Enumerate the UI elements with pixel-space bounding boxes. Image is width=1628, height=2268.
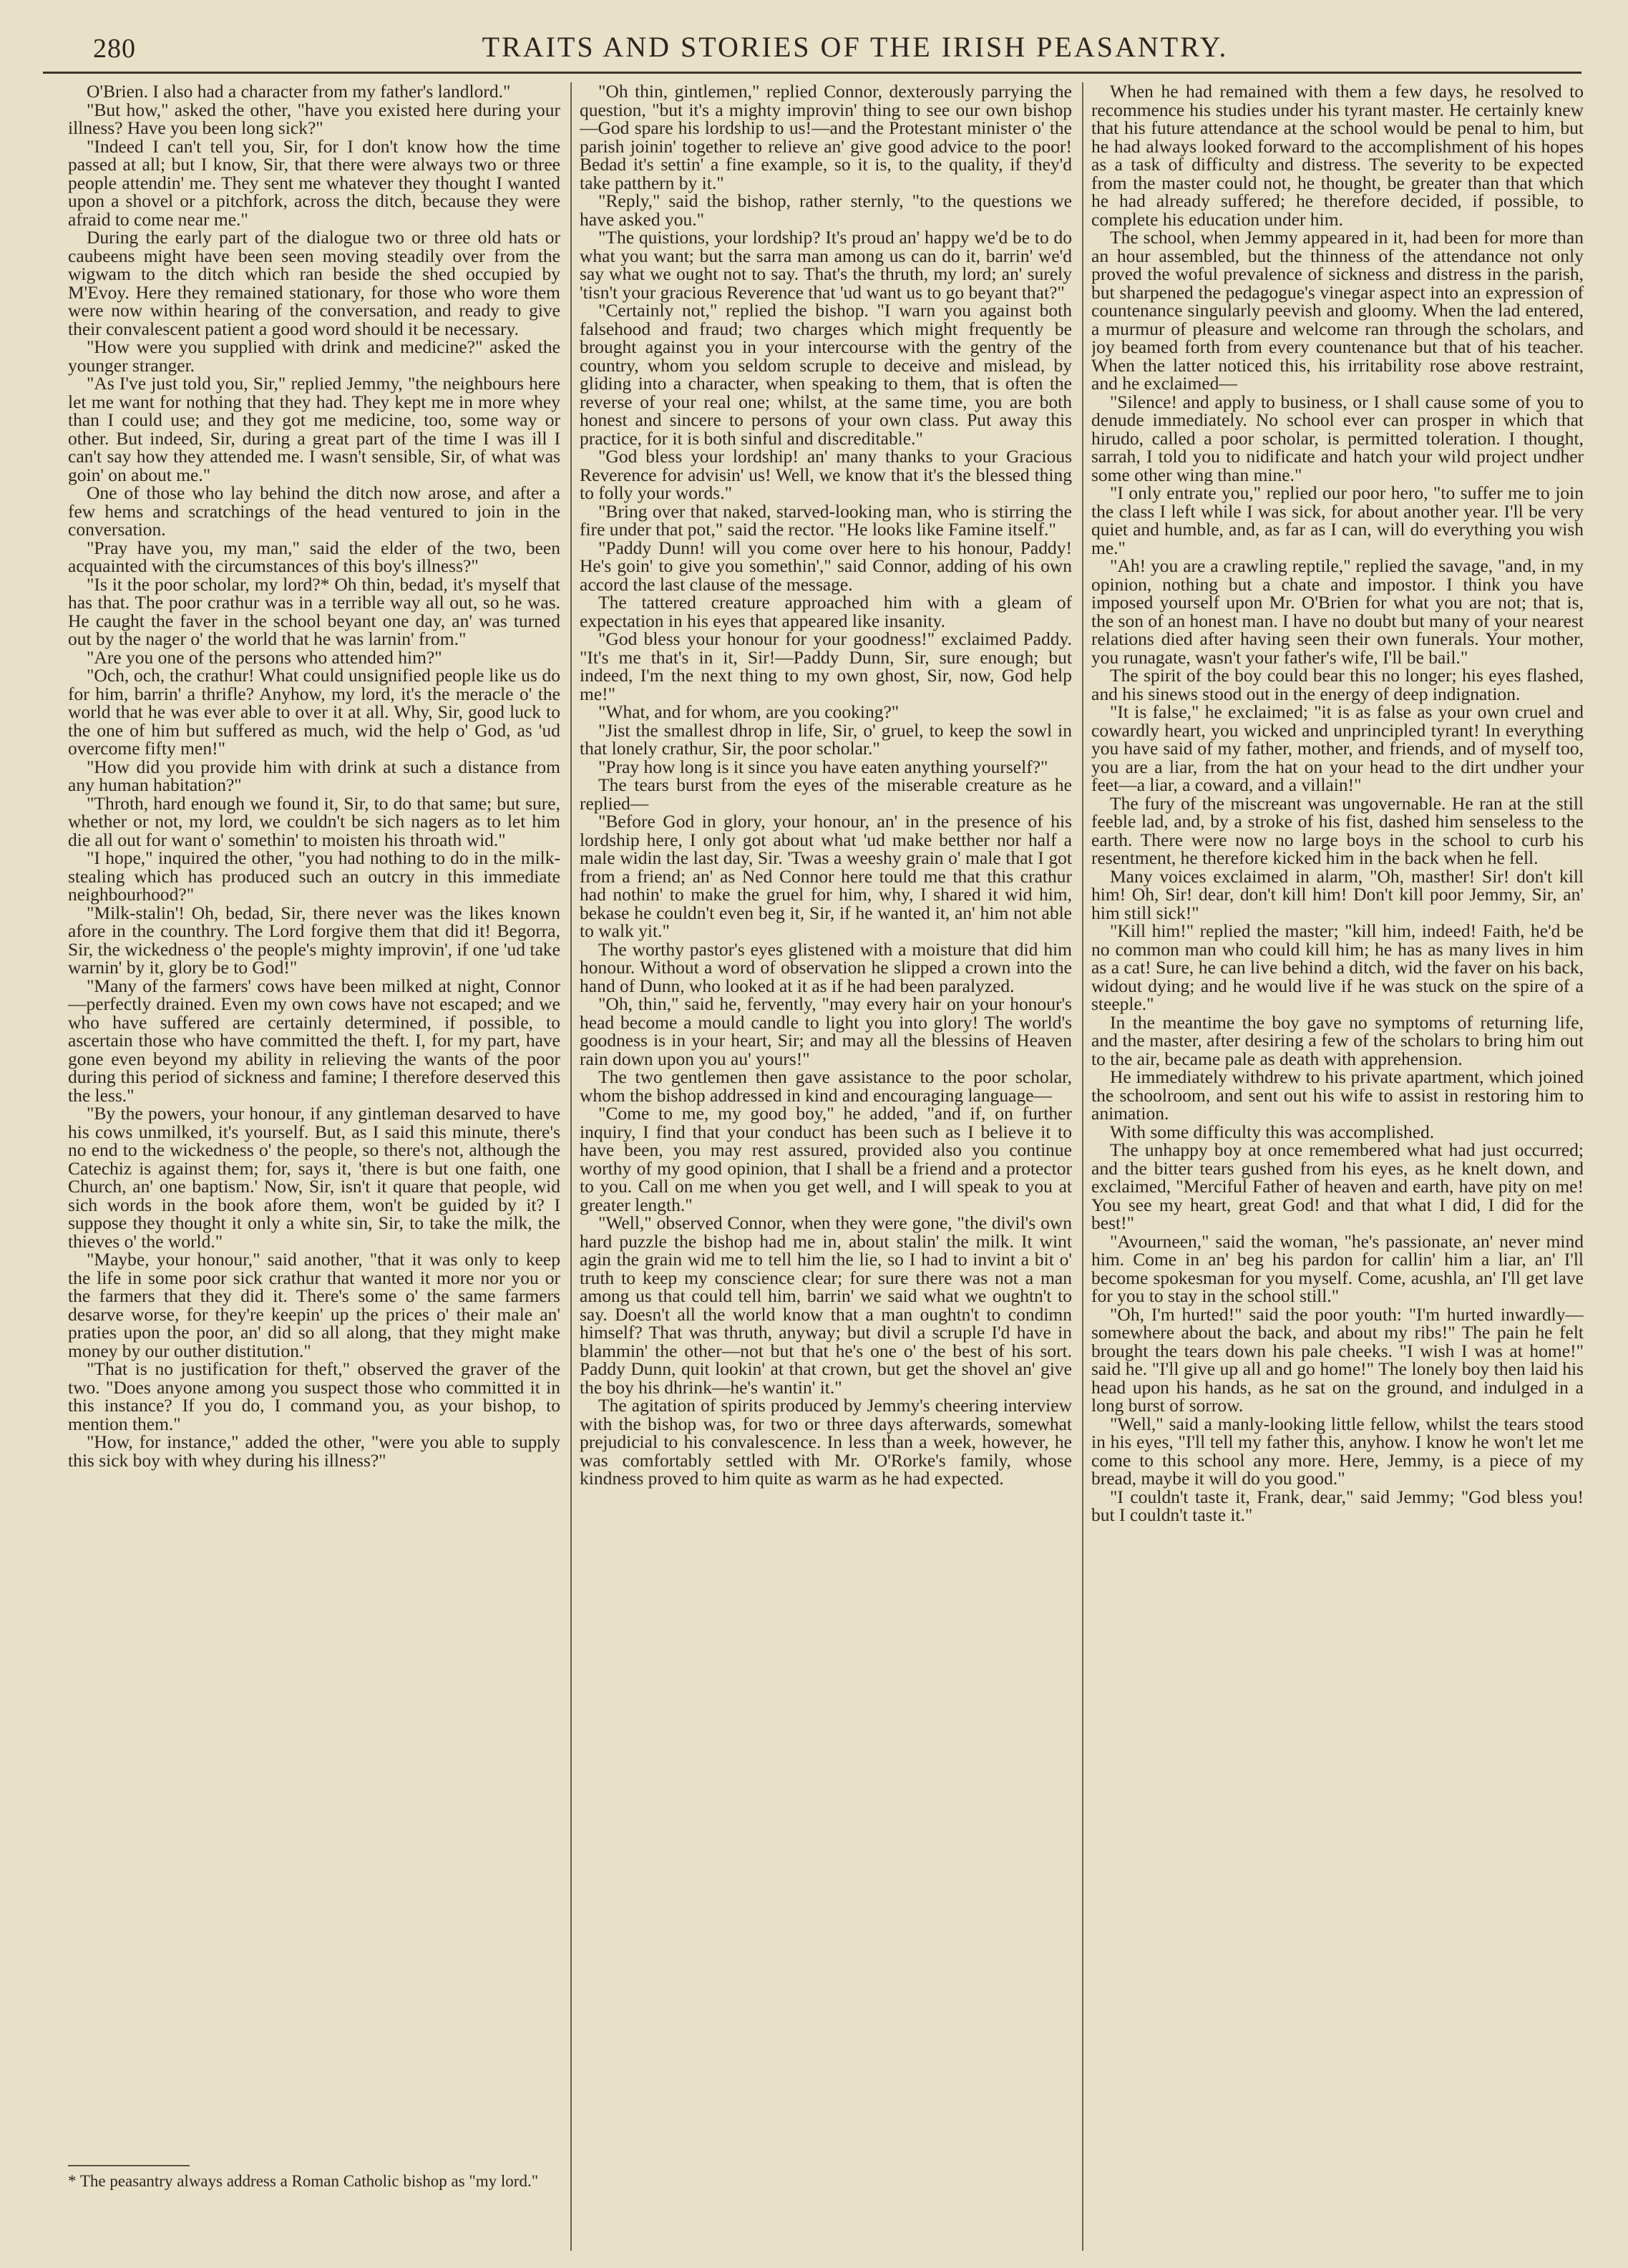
- paragraph: "Pray how long is it since you have eaten anything yourself?": [598, 756, 1048, 777]
- paragraph: "I couldn't taste it, Frank, dear," said Jemmy; "God bless you! but I couldn't taste it.": [1091, 1486, 1584, 1525]
- paragraph: With some difficulty this was accomplished.: [1110, 1121, 1435, 1142]
- paragraph: In the meantime the boy gave no symptoms of returning life, and the master, after desiring a few of the scholars to bring him out to the air, became pale as death with apprehension.: [1091, 1011, 1584, 1069]
- paragraph: "Before God in glory, your honour, an' in the presence of his lordship here, I only got about what 'ud make betther nor half a male widin the last day, Sir. 'Twas a weeshy grain o' male that I got from a friend; an' as Ned Connor here tould me that this crathur had nothin' to make the gruel for him, why, I shared it wid him, bekase he couldn't even beg it, Sir, if he wanted it, an' him not able to walk yit.": [580, 811, 1072, 941]
- paragraph: "Certainly not," replied the bishop. "I warn you against both falsehood and fraud; two charges which might frequently be brought against you in your intercourse with the gentry of the country, whom you seldom scruple to deceive and mislead, by gliding into a character, when speaking to them, that is often the reverse of your real one; whilst, at the same time, you are both honest and sincere to persons of your own class. Put away this practice, for it is both sinful and discreditable.": [580, 300, 1072, 449]
- paragraph: "Avourneen," said the woman, "he's passionate, an' never mind him. Come in an' beg his pardon for callin' him a liar, an' I'll become spokesman for you myself. Come, acushla, an' I'll get lave for you to stay in the school still.": [1091, 1230, 1584, 1306]
- paragraph: "Come to me, my good boy," he added, "and if, on further inquiry, I find that your conduct has been such as I believe it to have been, you may rest assured, provided also you continue worthy of my good opinion, that I shall be a friend and a protector to you. Call on me when you get well, and I will speak to you at greater length.": [580, 1103, 1072, 1215]
- paragraph: "How were you supplied with drink and medicine?" asked the younger stranger.: [68, 336, 560, 376]
- column-2: [580, 82, 1072, 2251]
- paragraph: "Milk-stalin'! Oh, bedad, Sir, there never was the likes known afore in the counthry. The Lord forgive them that did it! Begorra, Sir, the wickedness o' the people's mighty improvin', if one 'ud take warnin' by it, glory be to God!": [68, 902, 560, 978]
- paragraph: The fury of the miscreant was ungovernable. He ran at the still feeble lad, and, by a stroke of his fist, dashed him senseless to the earth. There were now no large boys in the school to curb his resentment, he therefore kicked him in the back when he fell.: [1091, 792, 1584, 868]
- page-number: 280: [93, 34, 136, 64]
- paragraph: "What, and for whom, are you cooking?": [598, 701, 900, 722]
- paragraph: "It is false," he exclaimed; "it is as false as your own cruel and cowardly heart, you wicked and unprincipled tyrant! In everything you have said of my father, mother, and friends, and of myself too, you are a liar, from the hat on your head to the dirt undher your feet—a liar, a coward, and a villain!": [1091, 701, 1584, 795]
- paragraph: "Pray have you, my man," said the elder of the two, been acquainted with the circumstances of this boy's illness?": [68, 537, 560, 576]
- paragraph: The unhappy boy at once remembered what had just occurred; and the bitter tears gushed from his eyes, as he knelt down, and exclaimed, "Merciful Father of heaven and earth, have pity on me! You see my heart, great God! and that what I did, I did for the best!": [1091, 1139, 1584, 1233]
- paragraph: O'Brien. I also had a character from my father's landlord.": [87, 82, 511, 102]
- paragraph: "Silence! and apply to business, or I shall cause some of you to denude immediately. No school ever can prosper in which that hirudo, called a poor scholar, is permitted toleration. I thought, sarrah, I told you to nidificate and hatch your wild project undher some other wing than mine.": [1091, 391, 1584, 485]
- column-divider: [570, 82, 572, 2251]
- paragraph: "God bless your honour for your goodness!" exclaimed Paddy. "It's me that's in it, Sir!—Paddy Dunn, Sir, sure enough; but indeed, I'm the next thing to my own ghost, Sir, now, God help me!": [580, 628, 1072, 704]
- paragraph: "Kill him!" replied the master; "kill him, indeed! Faith, he'd be no common man who could kill him; he has as many lives in him as a cat! Sure, he can live behind a ditch, wid the faver on his back, widout dying; and he would live if he was stuck on the spire of a steeple.": [1091, 920, 1584, 1014]
- paragraph: "Are you one of the persons who attended him?": [87, 646, 442, 668]
- paragraph: "But how," asked the other, "have you existed here during your illness? Have you been long sick?": [68, 99, 560, 138]
- paragraph: "God bless your lordship! an' many thanks to your Gracious Reverence for advisin' us! Well, we know that it's the blessed thing to folly your words.": [580, 446, 1072, 503]
- column-3: [1091, 82, 1584, 2251]
- paragraph: The tears burst from the eyes of the miserable creature as he replied—: [580, 774, 1072, 814]
- paragraph: "Bring over that naked, starved-looking man, who is stirring the fire under that pot," said the rector. "He looks like Famine itself.": [580, 500, 1072, 540]
- paragraph: "Jist the smallest dhrop in life, Sir, o' gruel, to keep the sowl in that lonely crathur, Sir, the poor scholar.": [580, 719, 1072, 759]
- paragraph: "Throth, hard enough we found it, Sir, to do that same; but sure, whether or not, my lord, we couldn't be sich nagers as to let him die all out for want o' somethin' to moisten his throath wid.": [68, 792, 560, 850]
- paragraph: "Is it the poor scholar, my lord?* Oh thin, bedad, it's myself that has that. The poor crathur was in a terrible way all out, so he was. He caught the faver in the school beyant one day, an' was turned out by the nager o' the world that he was larnin' from.": [68, 573, 560, 649]
- paragraph: When he had remained with them a few days, he resolved to recommence his studies under his tyrant master. He certainly knew that his future attendance at the school would be penal to him, but he had always looked forward to the accomplishment of his hopes as a task of difficulty and distress. The severity to be expected from the master could not, he thought, be greater than that which he had already suffered; he therefore decided, if possible, to complete his education under him.: [1091, 82, 1584, 230]
- paragraph: The agitation of spirits produced by Jemmy's cheering interview with the bishop was, for two or three days afterwards, somewhat prejudicial to his convalescence. In less than a week, however, he was comfortably settled with Mr. O'Rorke's family, whose kindness proved to him quite as warm as he had expected.: [580, 1395, 1072, 1489]
- footnote: * The peasantry always address a Roman Catholic bishop as "my lord.": [68, 2172, 539, 2190]
- column-1-body: [68, 82, 560, 2151]
- paragraph: The school, when Jemmy appeared in it, had been for more than an hour assembled, but the thinness of the attendance not only proved the woful prevalence of sickness and distress in the parish, but sharpened the pedagogue's vinegar aspect into an expression of countenance singularly peevish and gloomy. When the lad entered, a murmur of pleasure and welcome ran through the scholars, and joy beamed forth from every countenance but that of his teacher. When the latter noticed this, his irritability rose above restraint, and he exclaimed—: [1091, 227, 1584, 394]
- paragraph: The spirit of the boy could bear this no longer; his eyes flashed, and his sinews stood out in the energy of deep indignation.: [1091, 665, 1584, 704]
- paragraph: "Oh, I'm hurted!" said the poor youth: "I'm hurted inwardly—somewhere about the back, and about my ribs!" The pain he felt brought the tears down his pale cheeks. "I wish I was at home!" said he. "I'll give up all and go home!" The lonely boy then laid his head upon his hands, as he sat on the ground, and indulged in a long burst of sorrow.: [1091, 1303, 1584, 1416]
- paragraph: During the early part of the dialogue two or three old hats or caubeens might have been seen moving steadily over from the wigwam to the ditch which ran beside the shed occupied by M'Evoy. Here they remained stationary, for those who wore them were now within hearing of the conversation, and ready to give their convalescent patient a good word should it be necessary.: [68, 227, 560, 339]
- paragraph: "Many of the farmers' cows have been milked at night, Connor—perfectly drained. Even my own cows have not escaped; and we who have suffered are certainly determined, if possible, to ascertain those who have committed the theft. I, for my part, have gone even beyond my ability in relieving the wants of the poor during this period of sickness and famine; I therefore deserved this the less.": [68, 975, 560, 1106]
- page-header: [43, 29, 1581, 74]
- paragraph: "Reply," said the bishop, rather sternly, "to the questions we have asked you.": [580, 190, 1072, 230]
- paragraph: "As I've just told you, Sir," replied Jemmy, "the neighbours here let me want for nothing that they had. They kept me in more whey than I could use; and they got me medicine, too, some way or other. But indeed, Sir, during a great part of the time I was ill I can't say how they attended me. I wasn't sensible, Sir, of what was goin' on about me.": [68, 373, 560, 485]
- paragraph: "How, for instance," added the other, "were you able to supply this sick boy with whey during his illness?": [68, 1431, 560, 1471]
- paragraph: "I only entrate you," replied our poor hero, "to suffer me to join the class I left while I was sick, for about another year. I'll be very quiet and humble, and, as far as I can, will do everything you wish me.": [1091, 482, 1584, 558]
- footnote-rule: [68, 2165, 190, 2166]
- paragraph: "Och, och, the crathur! What could unsignified people like us do for him, barrin' a thrifle? Anyhow, my lord, it's the meracle o' the world that he was ever able to over it at all. Why, Sir, good luck to the one of him but suffered as much, wid the help o' God, as 'ud overcome fifty men!": [68, 665, 560, 759]
- paragraph: "Oh thin, gintlemen," replied Connor, dexterously parrying the question, "but it's a mighty improvin' thing to see our own bishop—God spare his lordship to us!—and the Protestant minister o' the parish joinin' together to relieve an' give good advice to the poor! Bedad it's settin' a fine example, so it is, to the quality, if they'd take patthern by it.": [580, 82, 1072, 193]
- paragraph: One of those who lay behind the ditch now arose, and after a few hems and scratchings of the head ventured to join in the conversation.: [68, 482, 560, 540]
- paragraph: The worthy pastor's eyes glistened with a moisture that did him honour. Without a word of observation he slipped a crown into the hand of Dunn, who looked at it as if he had been paralyzed.: [580, 938, 1072, 996]
- paragraph: The tattered creature approached him with a gleam of expectation in his eyes that appeared like insanity.: [580, 592, 1072, 631]
- paragraph: "Oh, thin," said he, fervently, "may every hair on your honour's head become a mould candle to light you into glory! The world's goodness is in your heart, Sir; and may all the blessins of Heaven rain down upon you au' yours!": [580, 993, 1072, 1069]
- paragraph: "Paddy Dunn! will you come over here to his honour, Paddy! He's goin' to give you somethin'," said Connor, adding of his own accord the last clause of the message.: [580, 537, 1072, 595]
- paragraph: "That is no justification for theft," observed the graver of the two. "Does anyone among you suspect those who committed it in this instance? If you do, I command you, as your bishop, to mention them.": [68, 1358, 560, 1434]
- paragraph: "How did you provide him with drink at such a distance from any human habitation?": [68, 756, 560, 795]
- paragraph: "The quistions, your lordship? It's proud an' happy we'd be to do what you want; but the sarra man among us can do it, barrin' we'd say what we ought not to say. That's the thruth, my lord; an' surely 'tisn't your gracious Reverence that 'ud want us to go beyant that?": [580, 227, 1072, 303]
- paragraph: He immediately withdrew to his private apartment, which joined the schoolroom, and sent out his wife to assist in restoring him to animation.: [1091, 1066, 1584, 1124]
- paragraph: Many voices exclaimed in alarm, "Oh, masther! Sir! don't kill him! Oh, Sir! dear, don't kill him! Don't kill poor Jemmy, Sir, an' him still sick!": [1091, 865, 1584, 923]
- column-1: [68, 82, 560, 2251]
- paragraph: "Indeed I can't tell you, Sir, for I don't know how the time passed at all; but I know, Sir, that there were always two or three people attendin' me. They sent me whatever they thought I wanted upon a shovel or a pitchfork, across the ditch, because they were afraid to come near me.": [68, 135, 560, 230]
- paragraph: "Well," observed Connor, when they were gone, "the divil's own hard puzzle the bishop had me in, about stalin' the milk. It wint agin the grain wid me to tell him the lie, so I had to invint a bit o' truth to keep my conscience clear; for sure there was not a man among us that could tell him, barrin' we said what we oughtn't to say. Doesn't all the world know that a man oughtn't to condimn himself? That was thruth, anyway; but divil a scruple I'd have in blammin' the other—not but that he's one o' the best of his sort. Paddy Dunn, quit lookin' at that crown, but get the shovel an' give the boy his dhrink—he's wantin' it.": [580, 1212, 1072, 1398]
- text-columns: [68, 82, 1607, 2258]
- paragraph: "Well," said a manly-looking little fellow, whilst the tears stood in his eyes, "I'll tell my father this, anyhow. I know he won't let me come to this school any more. Here, Jemmy, is a piece of my bread, maybe it will do you good.": [1091, 1413, 1584, 1489]
- paragraph: "I hope," inquired the other, "you had nothing to do in the milk-stealing which has produced such an outcry in this immediate neighbourhood?": [68, 847, 560, 905]
- paragraph: "Maybe, your honour," said another, "that it was only to keep the life in some poor sick crathur that wanted it more nor you or the farmers that they did it. There's some o' the same farmers desarve worse, for they're keepin' up the prices o' their male an' praties upon the poor, an' did so all along, that they might make money by our outher distitution.": [68, 1249, 560, 1361]
- column-divider: [1082, 82, 1083, 2251]
- paragraph: "By the powers, your honour, if any gintleman desarved to have his cows unmilked, it's yourself. But, as I said this minute, there's no end to the wickedness o' the people, so there's not, although the Catechiz is against them; for, says it, 'there is but one faith, one Church, an' one baptism.' Now, Sir, isn't it quare that people, wid sich words in the book afore them, won't be guided by it? I suppose they thought it only a white sin, Sir, to take the milk, the thieves o' the world.": [68, 1103, 560, 1252]
- paragraph: "Ah! you are a crawling reptile," replied the savage, "and, in my opinion, nothing but a chate and impostor. I think you have imposed yourself upon Mr. O'Brien for what you are not; that is, the son of an honest man. I have no doubt but many of your nearest relations died after having seen their own funerals. Your mother, you runagate, wasn't your father's wife, I'll be bail.": [1091, 555, 1584, 668]
- paragraph: The two gentlemen then gave assistance to the poor scholar, whom the bishop addressed in kind and encouraging language—: [580, 1066, 1072, 1106]
- running-title: TRAITS AND STORIES OF THE IRISH PEASANTRY.: [482, 31, 1229, 63]
